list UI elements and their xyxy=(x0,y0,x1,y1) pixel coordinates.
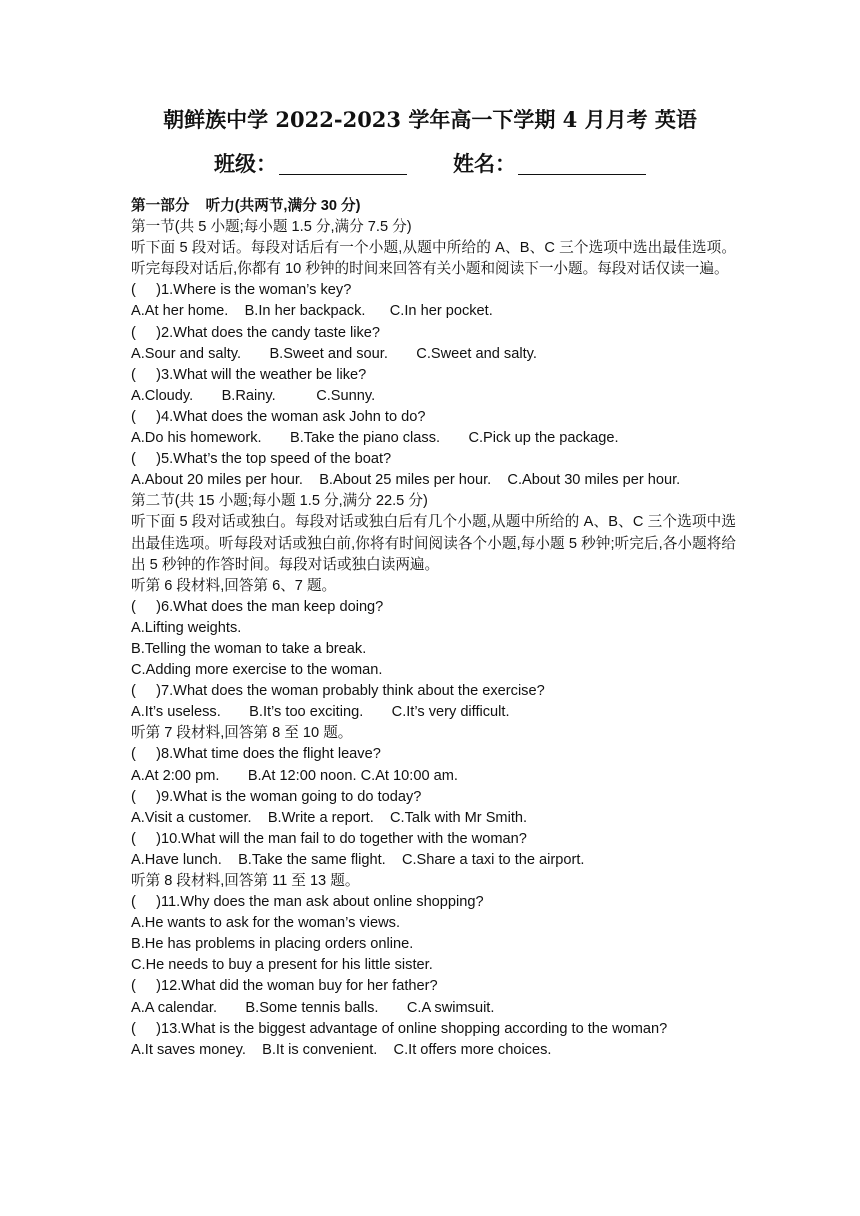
option[interactable]: C.Talk with Mr Smith. xyxy=(390,809,528,826)
option[interactable]: C.In her pocket. xyxy=(389,303,493,320)
option[interactable]: C.He needs to buy a present for his little sister. xyxy=(131,957,433,974)
options-row xyxy=(131,766,736,787)
option[interactable]: C.At 10:00 am. xyxy=(360,767,458,784)
student-info-line xyxy=(0,149,860,179)
option[interactable]: C.Pick up the package. xyxy=(468,430,619,447)
class-blank[interactable] xyxy=(279,150,407,175)
option[interactable]: A.Have lunch. xyxy=(131,851,222,868)
option[interactable]: B.It’s too exciting. xyxy=(249,704,364,721)
option[interactable]: C.Share a taxi to the airport. xyxy=(401,851,585,868)
options-row xyxy=(131,850,736,871)
name-label: 姓名： xyxy=(453,152,516,176)
section-heading: 第二节(共 15 小题;每小题 1.5 分,满分 22.5 分) xyxy=(131,493,428,510)
option[interactable]: B.He has problems in placing orders online. xyxy=(131,936,414,953)
question-stem: ( )9.What is the woman going to do today? xyxy=(131,788,422,805)
exam-content xyxy=(131,196,736,1061)
option[interactable]: A.At 2:00 pm. xyxy=(131,767,220,784)
question-stem: ( )11.Why does the man ask about online shopping? xyxy=(131,894,484,911)
options-row xyxy=(131,808,736,829)
option[interactable]: B.At 12:00 noon. xyxy=(247,767,357,784)
option[interactable]: A.Lifting weights. xyxy=(131,619,242,636)
option[interactable]: A.At her home. xyxy=(131,303,229,320)
option[interactable]: B.About 25 miles per hour. xyxy=(319,472,492,489)
option[interactable]: B.It is convenient. xyxy=(262,1041,378,1058)
exam-title: 朝鲜族中学 2022-2023 学年高一下学期 4 月月考 英语 xyxy=(163,107,697,132)
option[interactable]: A.Cloudy. xyxy=(131,387,194,404)
option[interactable]: C.Sunny. xyxy=(316,387,376,404)
class-label: 班级： xyxy=(214,152,277,176)
material-note: 听第 8 段材料,回答第 11 至 13 题。 xyxy=(131,873,360,889)
question-stem: ( )1.Where is the woman’s key? xyxy=(131,282,352,299)
option[interactable]: B.In her backpack. xyxy=(244,303,366,320)
option[interactable]: A.He wants to ask for the woman’s views. xyxy=(131,915,401,932)
material-note: 听第 6 段材料,回答第 6、7 题。 xyxy=(131,577,337,594)
name-blank[interactable] xyxy=(518,150,646,175)
option[interactable]: B.Rainy. xyxy=(221,387,276,404)
question-stem: ( )7.What does the woman probably think about the exercise? xyxy=(131,683,545,700)
option[interactable]: B.Write a report. xyxy=(267,809,374,826)
option[interactable]: A.About 20 miles per hour. xyxy=(131,472,303,489)
options-row xyxy=(131,386,736,407)
option[interactable]: B.Telling the woman to take a break. xyxy=(131,640,367,657)
option[interactable]: C.Sweet and salty. xyxy=(416,345,537,362)
option[interactable]: A.A calendar. xyxy=(131,999,218,1016)
option[interactable]: C.A swimsuit. xyxy=(406,999,495,1016)
option[interactable]: A.Do his homework. xyxy=(131,430,262,447)
question-stem: ( )5.What’s the top speed of the boat? xyxy=(131,451,392,468)
options-row xyxy=(131,998,736,1019)
section-instructions: 听下面 5 段对话或独白。每段对话或独白后有几个小题,从题中所给的 A、B、C 三个选项中选出最佳选项。听每段对话或独白前,你将有时间阅读各个小题,每小题 5 秒钟;听完后,各小题将给出 5 秒钟的作答时间。每段对话或独白读两遍。 xyxy=(131,514,736,573)
question-stem: ( )3.What will the weather be like? xyxy=(131,366,367,383)
question-stem: ( )12.What did the woman buy for her father? xyxy=(131,978,438,995)
question-stem: ( )10.What will the man fail to do together with the woman? xyxy=(131,830,527,847)
option[interactable]: B.Take the piano class. xyxy=(289,430,441,447)
question-stem: ( )8.What time does the flight leave? xyxy=(131,746,381,763)
part-heading: 第一部分 听力(共两节,满分 30 分) xyxy=(131,198,361,214)
question-stem: ( )13.What is the biggest advantage of online shopping according to the woman? xyxy=(131,1020,668,1037)
option[interactable]: C.About 30 miles per hour. xyxy=(507,472,681,489)
options-row xyxy=(131,344,736,365)
option[interactable]: B.Take the same flight. xyxy=(238,851,386,868)
section-heading: 第一节(共 5 小题;每小题 1.5 分,满分 7.5 分) xyxy=(131,219,412,236)
option[interactable]: C.It’s very difficult. xyxy=(391,704,510,721)
option[interactable]: A.Visit a customer. xyxy=(131,809,252,826)
options-row xyxy=(131,1040,736,1061)
option[interactable]: B.Some tennis balls. xyxy=(245,999,379,1016)
options-row xyxy=(131,470,736,491)
options-row xyxy=(131,428,736,449)
question-stem: ( )4.What does the woman ask John to do? xyxy=(131,408,426,425)
option[interactable]: B.Sweet and sour. xyxy=(269,345,388,362)
options-row xyxy=(131,702,736,723)
option[interactable]: A.It saves money. xyxy=(131,1041,246,1058)
material-note: 听第 7 段材料,回答第 8 至 10 题。 xyxy=(131,725,353,742)
option[interactable]: C.It offers more choices. xyxy=(393,1041,552,1058)
options-row xyxy=(131,301,736,322)
option[interactable]: C.Adding more exercise to the woman. xyxy=(131,662,383,679)
option[interactable]: A.It’s useless. xyxy=(131,704,221,721)
option[interactable]: A.Sour and salty. xyxy=(131,345,242,362)
question-stem: ( )2.What does the candy taste like? xyxy=(131,324,381,341)
section-instructions: 听下面 5 段对话。每段对话后有一个小题,从题中所给的 A、B、C 三个选项中选出最佳选项。听完每段对话后,你都有 10 秒钟的时间来回答有关小题和阅读下一小题。每段对话仅读一遍。 xyxy=(131,240,736,278)
question-stem: ( )6.What does the man keep doing? xyxy=(131,598,384,615)
